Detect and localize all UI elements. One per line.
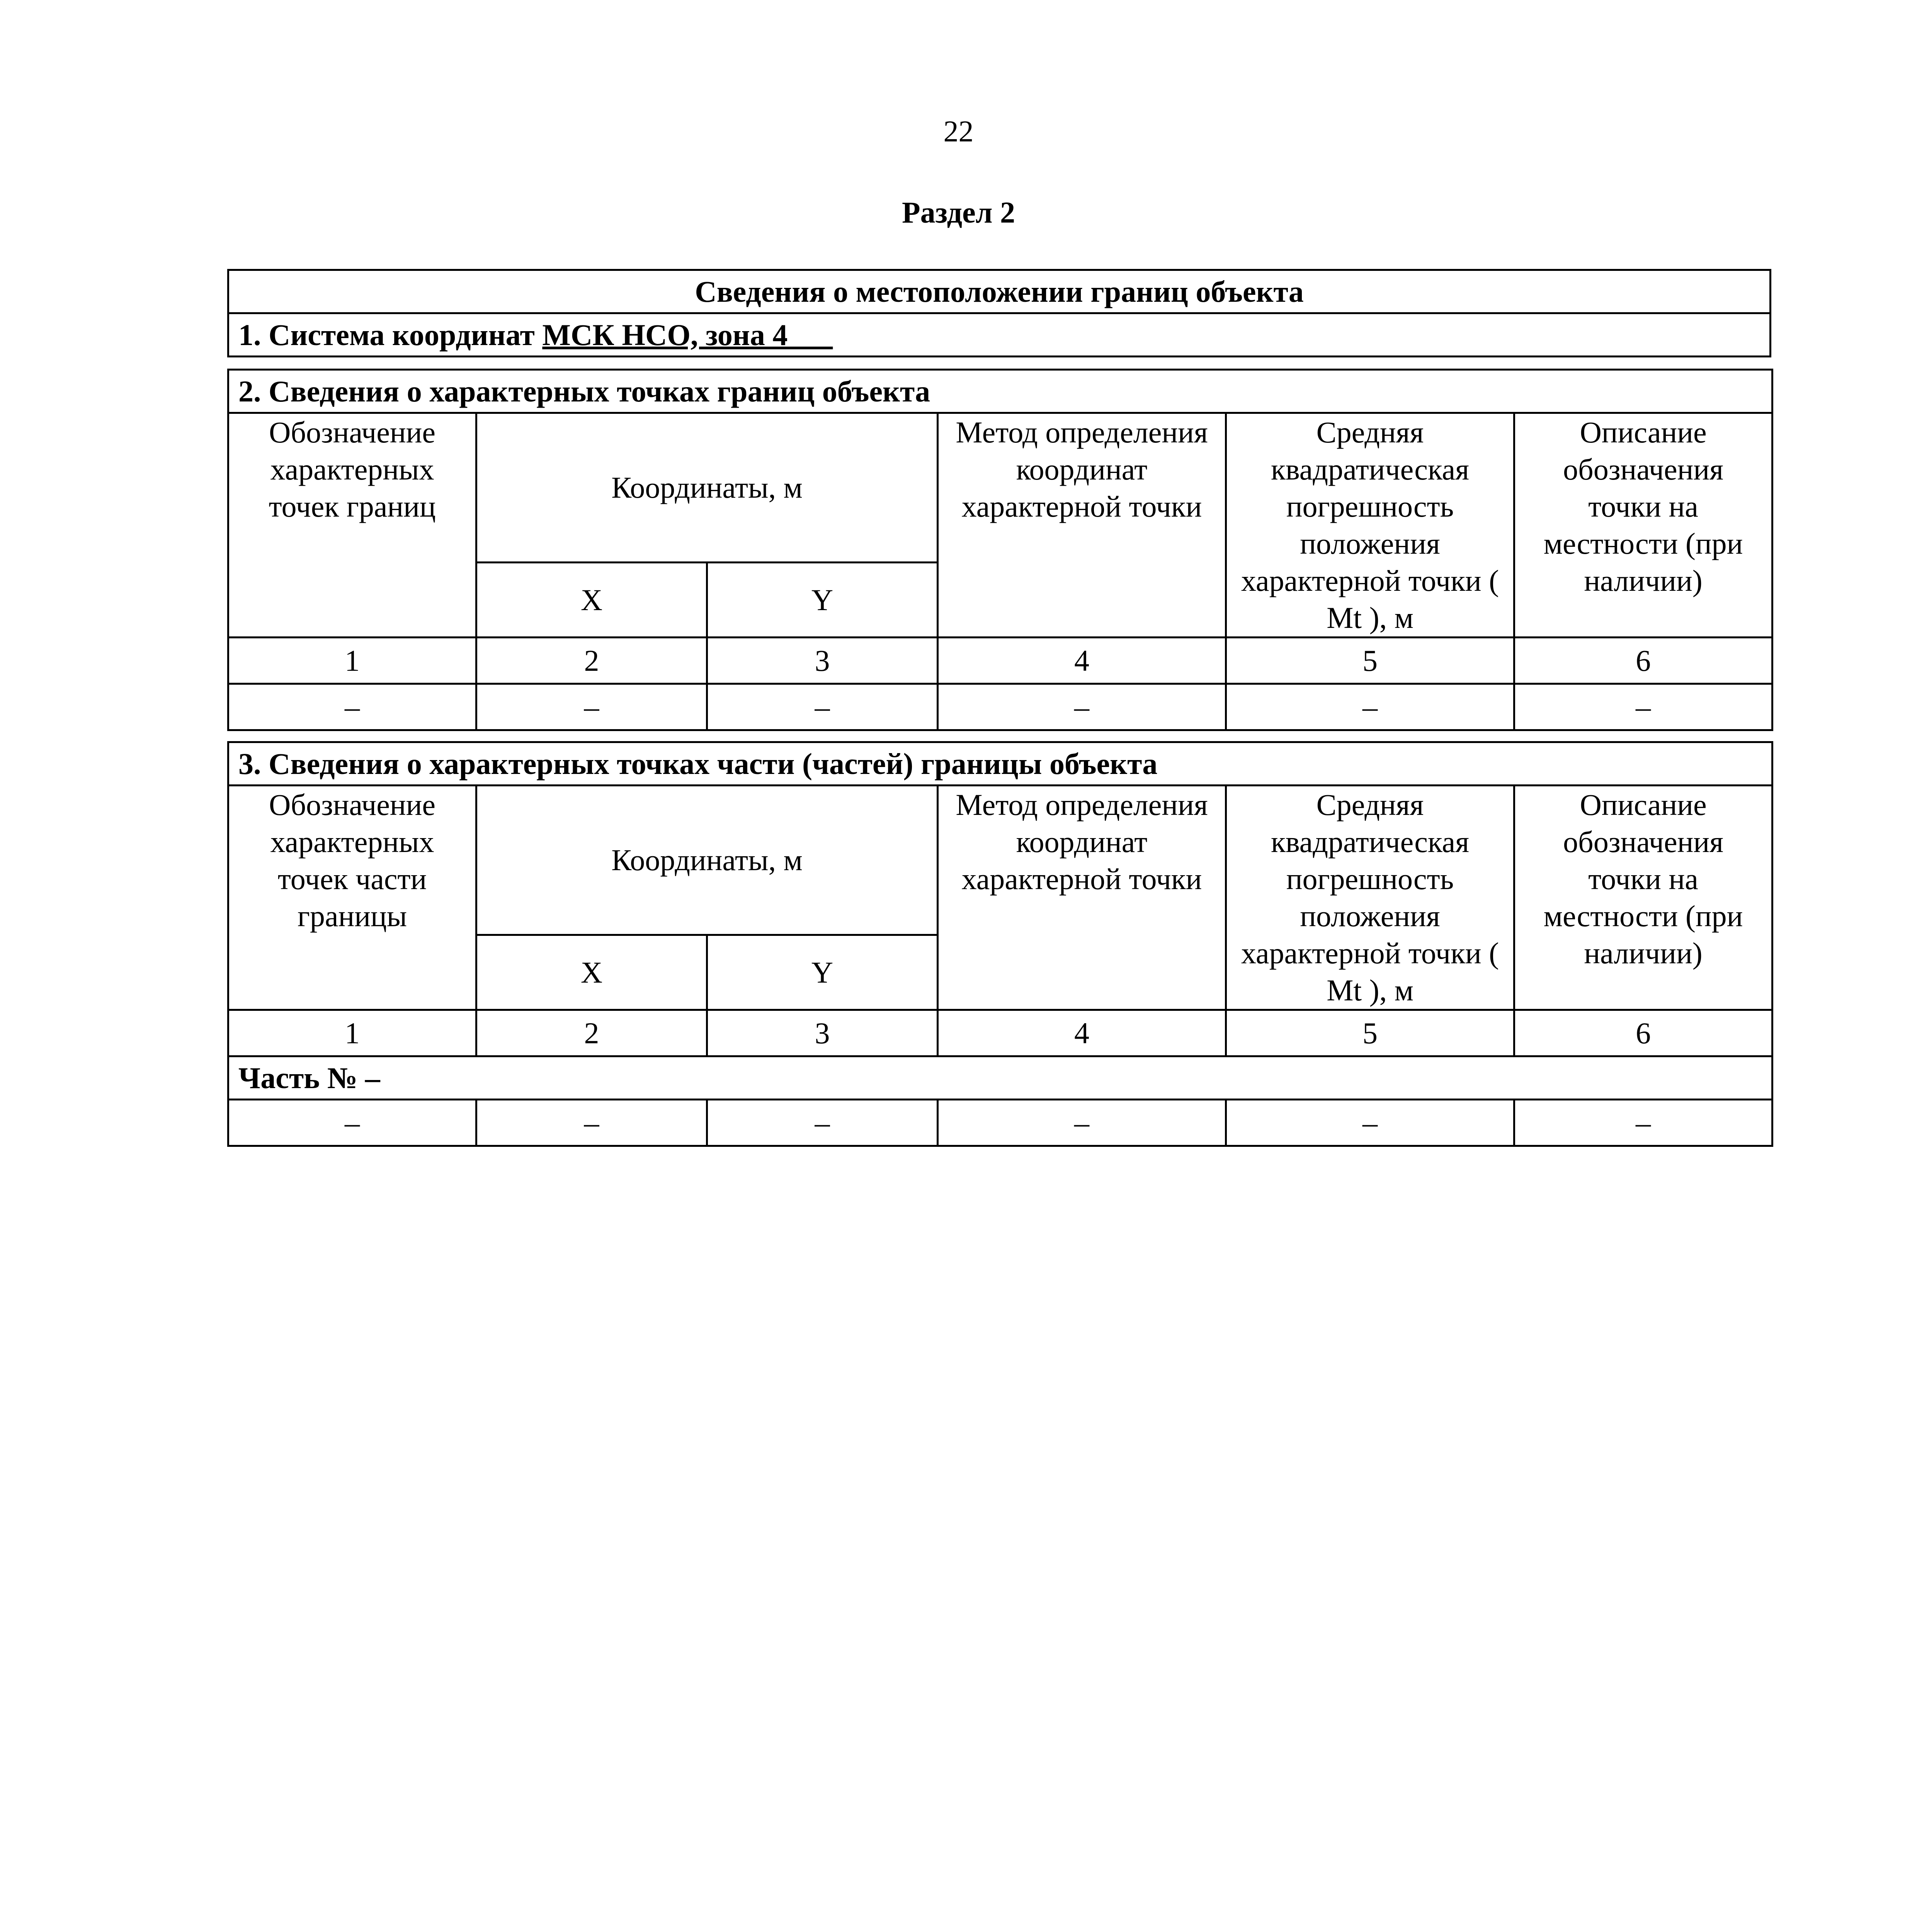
coordinate-system-row bbox=[228, 313, 1771, 357]
section-title: Раздел 2 bbox=[902, 196, 1015, 229]
column-number: 1 bbox=[228, 1010, 476, 1056]
part-label: Часть № – bbox=[228, 1056, 1772, 1100]
table-cell: – bbox=[707, 1100, 938, 1146]
table-cell: – bbox=[707, 684, 938, 730]
table-row bbox=[228, 1100, 1772, 1146]
column-number: 5 bbox=[1226, 638, 1514, 684]
table-cell: – bbox=[228, 684, 476, 730]
column-number: 1 bbox=[228, 638, 476, 684]
column-number: 4 bbox=[938, 1010, 1226, 1056]
column-number: 4 bbox=[938, 638, 1226, 684]
location-info-title: Сведения о местоположении границ объекта bbox=[228, 270, 1771, 313]
boundary-points-title: 2. Сведения о характерных точках границ объекта bbox=[228, 370, 1772, 413]
boundary-points-table bbox=[227, 369, 1773, 731]
table-cell: – bbox=[1226, 1100, 1514, 1146]
column-number: 3 bbox=[707, 638, 938, 684]
page-number: 22 bbox=[943, 114, 974, 148]
table-cell: – bbox=[1514, 684, 1772, 730]
column-number: 6 bbox=[1514, 1010, 1772, 1056]
column-number: 2 bbox=[476, 638, 707, 684]
header-point-designation: Обозначение характерных точек части границы bbox=[228, 786, 476, 1010]
column-number: 6 bbox=[1514, 638, 1772, 684]
part-points-title: 3. Сведения о характерных точках части (частей) границы объекта bbox=[228, 742, 1772, 786]
table-row bbox=[228, 684, 1772, 730]
table-cell: – bbox=[1226, 684, 1514, 730]
header-description: Описание обозначения точки на местности (при наличии) bbox=[1514, 413, 1772, 638]
header-coordinates: Координаты, м bbox=[476, 786, 938, 935]
part-points-table bbox=[227, 741, 1773, 1147]
coordinate-system-value: МСК НСО, зона 4 bbox=[542, 318, 833, 352]
header-y: Y bbox=[707, 563, 938, 638]
header-x: X bbox=[476, 935, 707, 1010]
header-description: Описание обозначения точки на местности (при наличии) bbox=[1514, 786, 1772, 1010]
header-mean-error: Средняя квадратическая погрешность положения характерной точки ( Mt ), м bbox=[1226, 413, 1514, 638]
header-coordinates: Координаты, м bbox=[476, 413, 938, 563]
column-number: 5 bbox=[1226, 1010, 1514, 1056]
table-cell: – bbox=[1514, 1100, 1772, 1146]
table-cell: – bbox=[228, 1100, 476, 1146]
header-point-designation: Обозначение характерных точек границ bbox=[228, 413, 476, 638]
table-cell: – bbox=[476, 684, 707, 730]
header-method: Метод определения координат характерной точки bbox=[938, 786, 1226, 1010]
header-method: Метод определения координат характерной точки bbox=[938, 413, 1226, 638]
header-mean-error: Средняя квадратическая погрешность положения характерной точки ( Mt ), м bbox=[1226, 786, 1514, 1010]
column-number: 2 bbox=[476, 1010, 707, 1056]
table-cell: – bbox=[938, 684, 1226, 730]
table-cell: – bbox=[476, 1100, 707, 1146]
location-info-table bbox=[227, 269, 1771, 357]
coordinate-system-label: 1. Система координат bbox=[238, 318, 535, 352]
header-x: X bbox=[476, 563, 707, 638]
column-number: 3 bbox=[707, 1010, 938, 1056]
table-cell: – bbox=[938, 1100, 1226, 1146]
header-y: Y bbox=[707, 935, 938, 1010]
